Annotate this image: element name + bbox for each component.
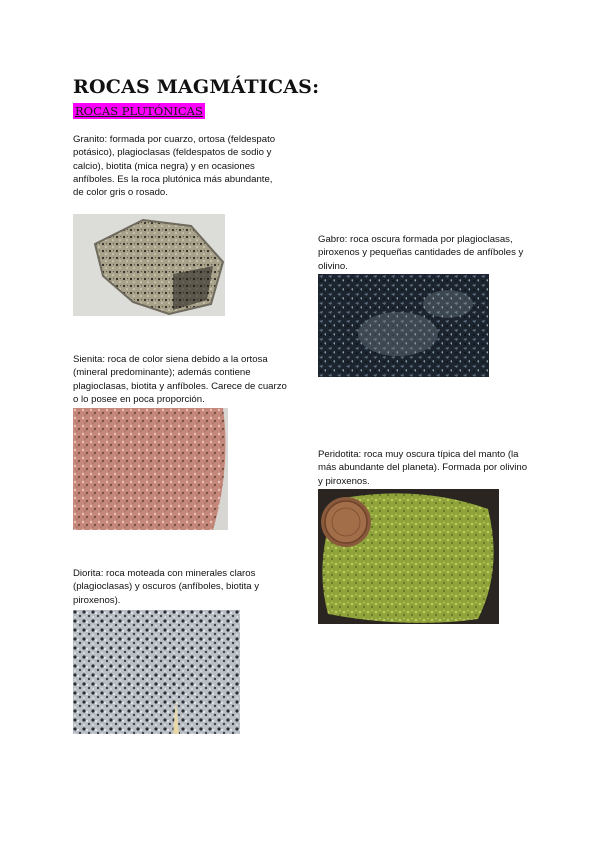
gabro-photo [318,274,489,377]
peridotita-description: Peridotita: roca muy oscura típica del manto (la más abundante del planeta). Formada por olivino y piroxenos. [318,449,528,487]
peridotita-photo [318,489,499,624]
gabro-description: Gabro: roca oscura formada por plagioclasas, piroxenos y pequeñas cantidades de anfíboles y olivino. [318,234,524,272]
sienita-photo [73,408,228,530]
granito-photo [73,214,225,316]
diorita-photo [73,610,240,734]
page-title: ROCAS MAGMÁTICAS: [73,76,320,98]
granito-description: Granito: formada por cuarzo, ortosa (feldespato potásico), plagioclasas (feldespatos de sodio y calcio), biotita (mica negra) y en ocasiones anfíboles. Es la roca plutónica más abundante, de color gris o rosado. [73,134,276,199]
sienita-description: Sienita: roca de color siena debido a la ortosa (mineral predominante); además contiene plagioclasas, biotita y anfíboles. Carece de cuarzo o lo posee en poca proporción. [73,354,287,405]
section-subtitle: ROCAS PLUTÓNICAS [75,104,203,118]
diorita-description: Diorita: roca moteada con minerales claros (plagioclasas) y oscuros (anfíboles, biotita y piroxenos). [73,568,260,606]
